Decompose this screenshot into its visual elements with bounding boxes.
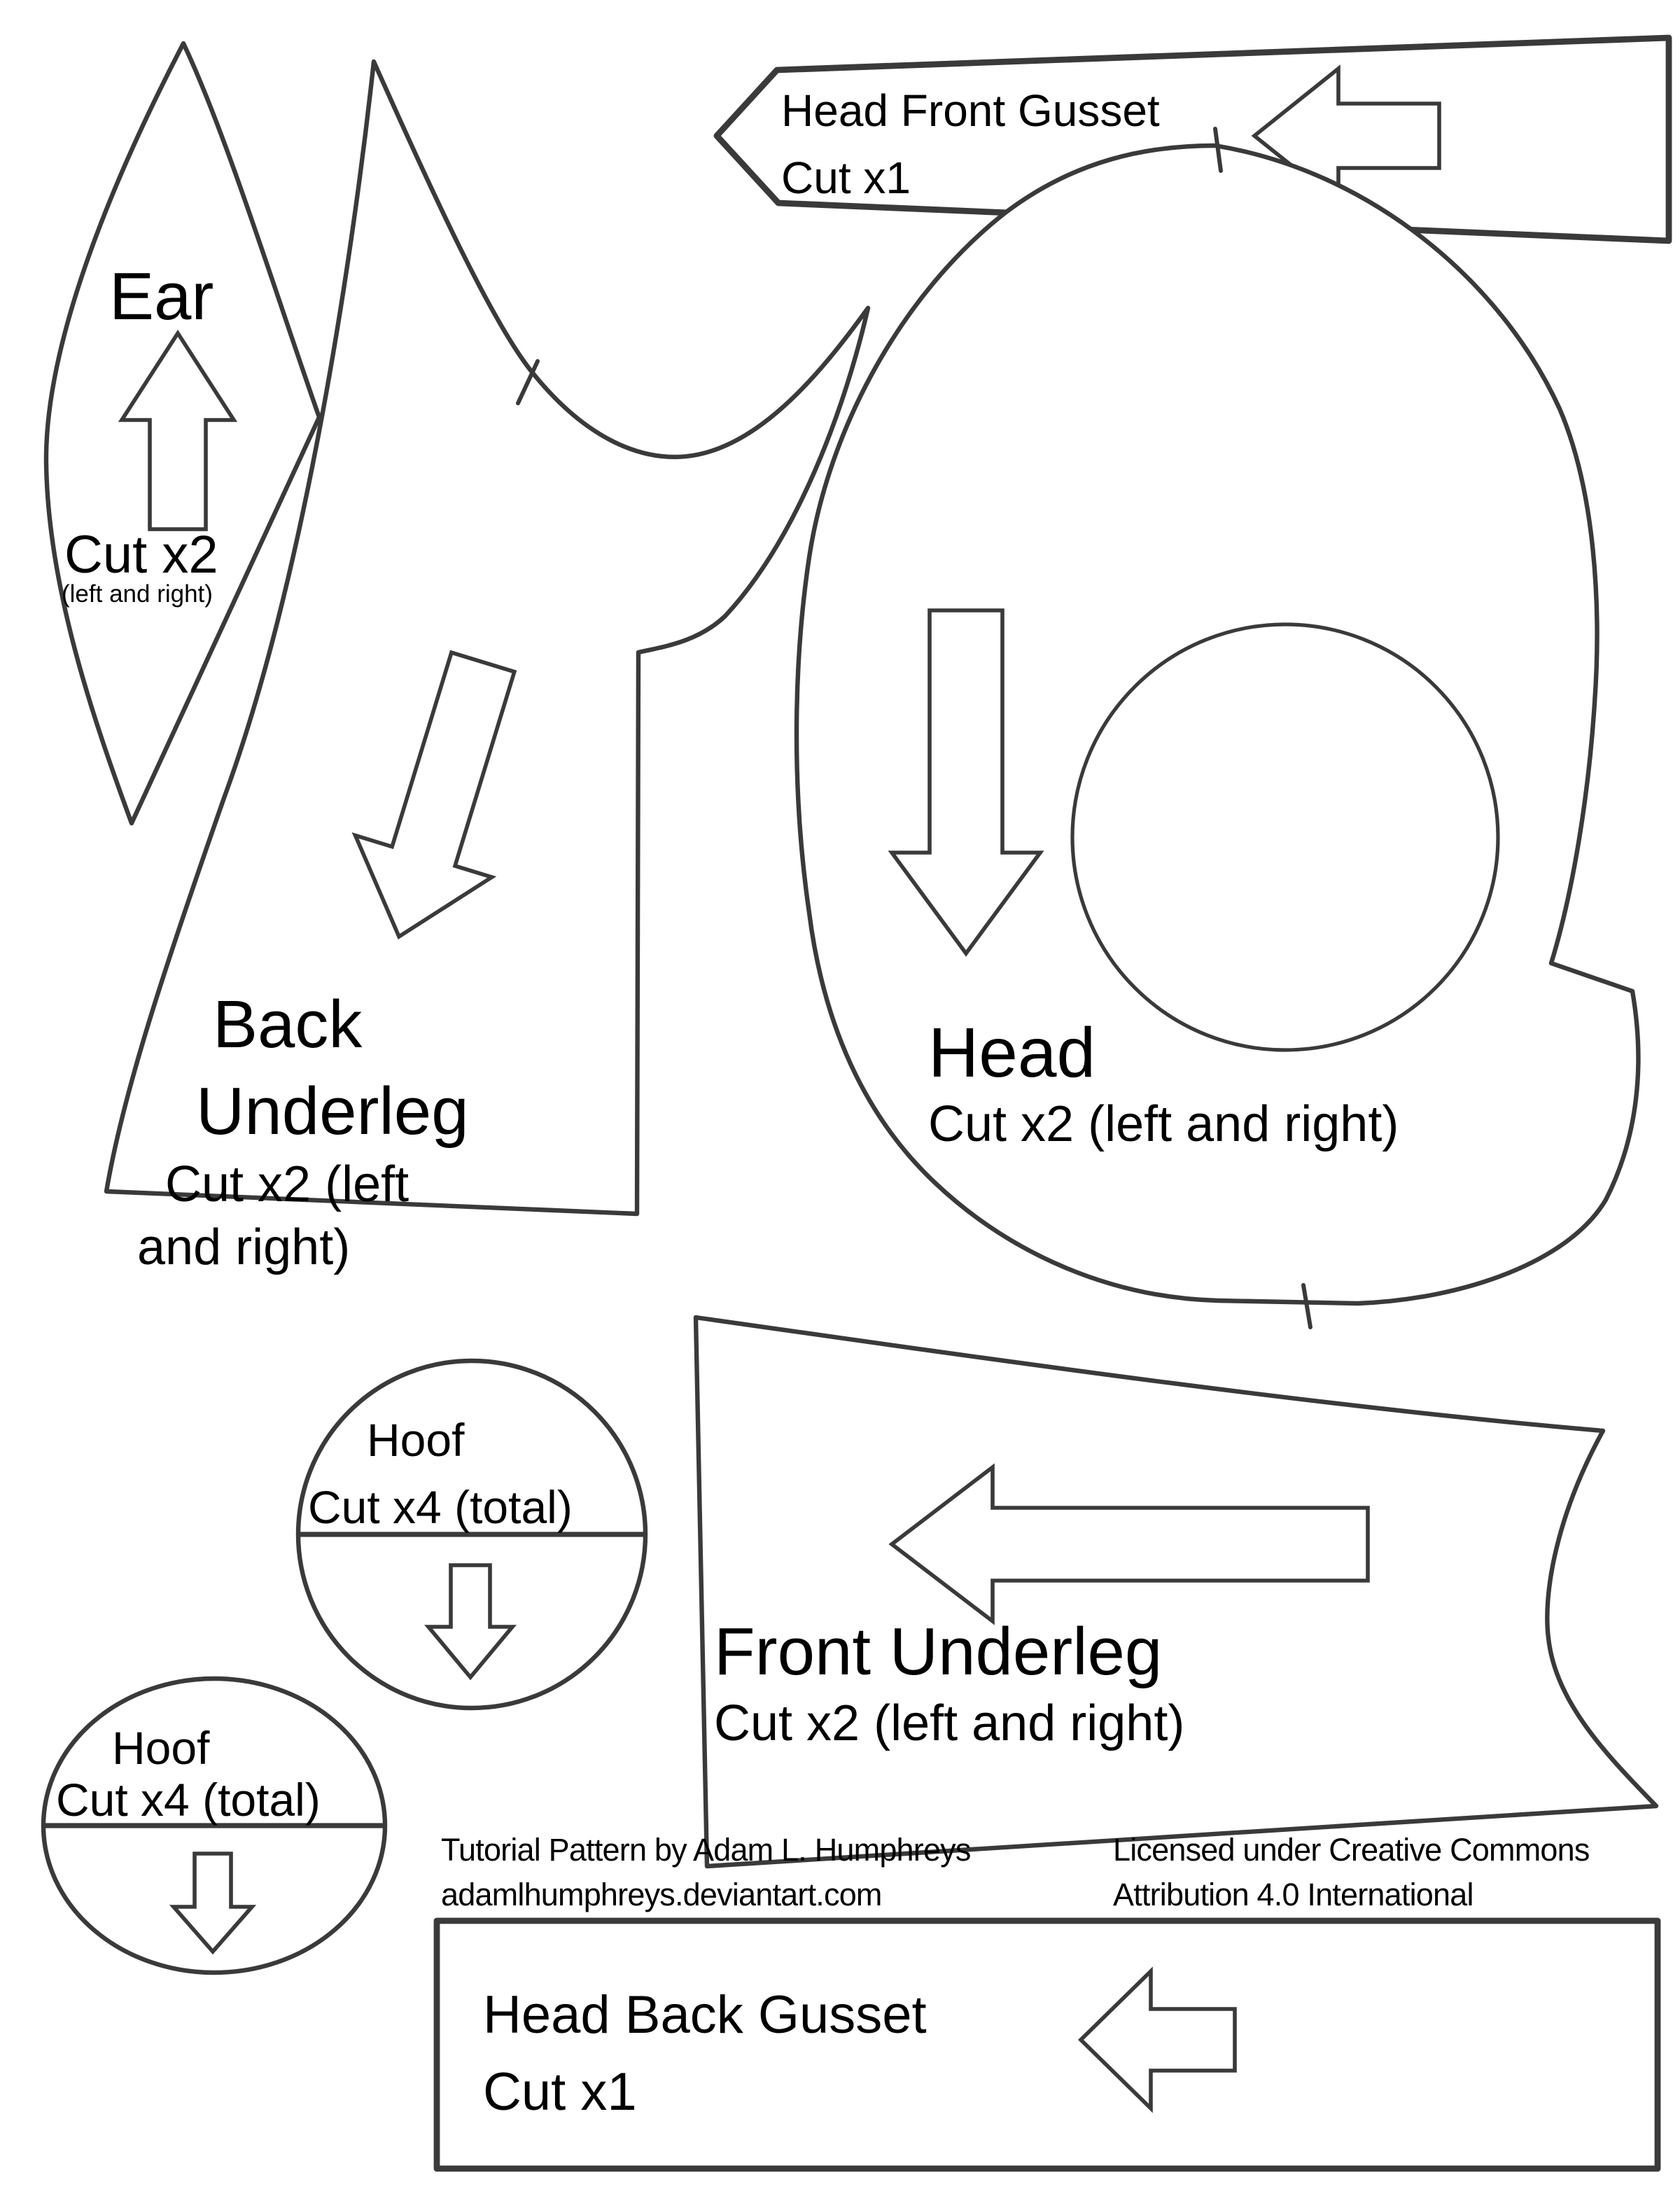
credit-author-line1: Tutorial Pattern by Adam L. Humphreys bbox=[441, 1832, 971, 1868]
front-underleg-label: Front Underleg bbox=[714, 1614, 1163, 1689]
piece-head-back-gusset bbox=[437, 1921, 1658, 2169]
piece-front-underleg bbox=[696, 1317, 1656, 1866]
piece-hoof-lower bbox=[43, 1679, 385, 1973]
hoof-lower-label: Hoof bbox=[112, 1722, 210, 1774]
head-back-gusset-label: Head Back Gusset bbox=[483, 1985, 927, 2045]
ear-cut-note: (left and right) bbox=[62, 580, 213, 608]
piece-hoof-upper bbox=[298, 1361, 645, 1708]
head-front-gusset-cut-label: Cut x1 bbox=[781, 153, 911, 203]
ear-label: Ear bbox=[109, 259, 214, 334]
credit-license-line2: Attribution 4.0 International bbox=[1113, 1877, 1474, 1912]
ear-cut-label: Cut x2 bbox=[64, 525, 218, 584]
head-front-gusset-label: Head Front Gusset bbox=[781, 85, 1160, 136]
hoof-upper-label: Hoof bbox=[367, 1414, 465, 1466]
back-underleg-label-line2: Underleg bbox=[196, 1074, 469, 1149]
hoof-upper-cut-label: Cut x4 (total) bbox=[308, 1481, 573, 1533]
head-label: Head bbox=[928, 1014, 1096, 1092]
back-underleg-cut-line1: Cut x2 (left bbox=[165, 1156, 410, 1212]
head-back-gusset-cut-label: Cut x1 bbox=[483, 2062, 637, 2122]
credit-author-line2: adamlhumphreys.deviantart.com bbox=[441, 1877, 882, 1912]
front-underleg-outline bbox=[696, 1317, 1656, 1866]
head-cut-label: Cut x2 (left and right) bbox=[928, 1096, 1399, 1152]
back-underleg-label-line1: Back bbox=[213, 987, 363, 1062]
back-underleg-cut-line2: and right) bbox=[137, 1219, 351, 1275]
head-back-gusset-outline bbox=[437, 1921, 1658, 2169]
front-underleg-cut-label: Cut x2 (left and right) bbox=[714, 1695, 1185, 1751]
piece-head bbox=[797, 129, 1638, 1327]
hoof-lower-cut-label: Cut x4 (total) bbox=[56, 1774, 321, 1826]
credit-license-line1: Licensed under Creative Commons bbox=[1113, 1832, 1590, 1868]
